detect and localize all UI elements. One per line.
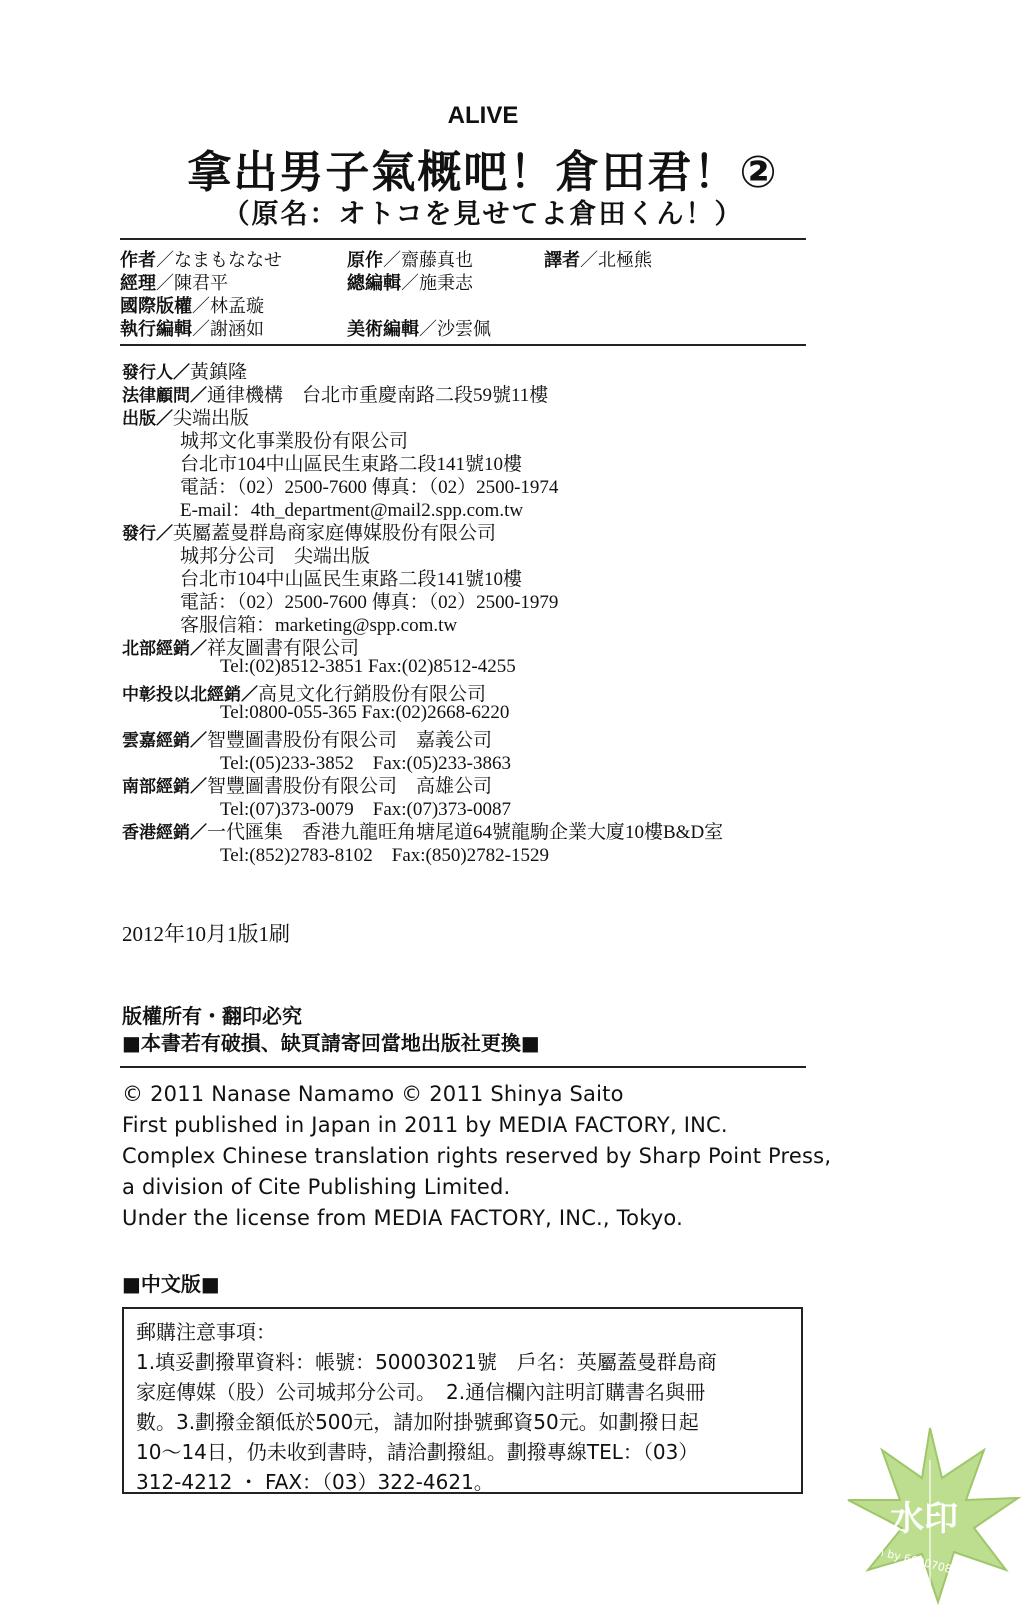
- mail-order-line: 1.填妥劃撥單資料：帳號：50003021號 戶名：英屬蓋曼群島商: [136, 1350, 717, 1374]
- mail-order-heading: 郵購注意事項：: [136, 1320, 276, 1344]
- mail-order-box: [122, 1307, 803, 1494]
- copyright-line: a division of Cite Publishing Limited.: [122, 1175, 511, 1199]
- publisher-email: 客服信箱：marketing@spp.com.tw: [180, 615, 458, 636]
- distributor-line: 南部經銷／智豐圖書股份有限公司 高雄公司: [122, 776, 493, 797]
- credit-author: 作者／なまもななせ: [120, 250, 282, 271]
- copyright-line: First published in Japan in 2011 by MEDIA FACTORY, INC.: [122, 1113, 728, 1137]
- credit-manager: 經理／陳君平: [120, 273, 228, 294]
- copyright-line: Under the license from MEDIA FACTORY, INC., Tokyo.: [122, 1206, 683, 1230]
- watermark-scan-credit: Scan by 60907081t: [856, 1540, 965, 1579]
- damage-notice: ■本書若有破損、缺頁請寄回當地出版社更換■: [122, 1031, 540, 1055]
- mail-order-line: 數。3.劃撥金額低於500元，請加附掛號郵資50元。如劃撥日起: [136, 1410, 699, 1434]
- distributor-line: 香港經銷／一代匯集 香港九龍旺角塘尾道64號龍駒企業大廈10樓B&D室: [122, 822, 724, 843]
- credit-rights: 國際版權／林孟璇: [120, 296, 264, 317]
- copyright-line: Complex Chinese translation rights reserved by Sharp Point Press,: [122, 1144, 832, 1168]
- divider: [120, 1066, 806, 1068]
- distributor-line: 雲嘉經銷／智豐圖書股份有限公司 嘉義公司: [122, 730, 493, 751]
- publisher-email: E-mail：4th_department@mail2.spp.com.tw: [180, 500, 524, 521]
- chinese-edition-label: ■中文版■: [122, 1272, 220, 1296]
- credit-translator: 譯者／北極熊: [544, 250, 652, 271]
- credit-art-editor: 美術編輯／沙雲佩: [347, 319, 491, 340]
- publisher-line: 城邦分公司 尖端出版: [180, 546, 371, 567]
- publisher-line: 台北市104中山區民生東路二段141號10樓: [180, 454, 523, 475]
- series-label: ALIVE: [447, 102, 519, 129]
- publisher-line: 發行／英屬蓋曼群島商家庭傳媒股份有限公司: [122, 523, 497, 544]
- leaf-watermark-icon: [838, 1420, 1023, 1610]
- divider: [120, 344, 806, 346]
- publisher-line: 台北市104中山區民生東路二段141號10樓: [180, 569, 523, 590]
- publisher-line: 電話：（02）2500-7600 傳真：（02）2500-1974: [180, 477, 559, 498]
- credit-chief-editor: 總編輯／施秉志: [347, 273, 473, 294]
- mail-order-line: 10～14日，仍未收到書時，請洽劃撥組。劃撥專線TEL：（03）: [136, 1440, 699, 1464]
- distributor-line: 北部經銷／祥友圖書有限公司: [122, 638, 360, 659]
- book-title: 拿出男子氣概吧！倉田君！②: [187, 147, 779, 198]
- publisher-line: 法律顧問／通律機構 台北市重慶南路二段59號11樓: [122, 385, 549, 406]
- publisher-line: 出版／尖端出版: [122, 408, 250, 429]
- mail-order-line: 312-4212 ・ FAX：（03）322-4621。: [136, 1470, 494, 1494]
- mail-order-line: 家庭傳媒（股）公司城邦分公司。 2.通信欄內註明訂購書名與冊: [136, 1380, 706, 1404]
- distributor-contact: Tel:0800-055-365 Fax:(02)2668-6220: [220, 702, 510, 723]
- publisher-line: 電話：（02）2500-7600 傳真：（02）2500-1979: [180, 592, 559, 613]
- distributor-line: 中彰投以北經銷／高見文化行銷股份有限公司: [122, 684, 487, 705]
- credit-original: 原作／齋藤真也: [347, 250, 473, 271]
- copyright-line: © 2011 Nanase Namamo © 2011 Shinya Saito: [122, 1082, 624, 1106]
- distributor-contact: Tel:(852)2783-8102 Fax:(850)2782-1529: [220, 845, 550, 866]
- credit-exec-editor: 執行編輯／謝涵如: [120, 319, 264, 340]
- rights-notice: 版權所有・翻印必究: [122, 1004, 302, 1028]
- divider: [120, 238, 806, 240]
- publisher-line: 發行人／黃鎮隆: [122, 362, 248, 383]
- distributor-contact: Tel:(02)8512-3851 Fax:(02)8512-4255: [220, 656, 516, 677]
- edition-date: 2012年10月1版1刷: [122, 922, 290, 946]
- original-title: （原名：オトコを見せてよ倉田くん！）: [222, 199, 744, 230]
- distributor-contact: Tel:(05)233-3852 Fax:(05)233-3863: [220, 753, 512, 774]
- watermark-text: 水印: [890, 1499, 958, 1539]
- publisher-line: 城邦文化事業股份有限公司: [180, 431, 409, 452]
- distributor-contact: Tel:(07)373-0079 Fax:(07)373-0087: [220, 799, 512, 820]
